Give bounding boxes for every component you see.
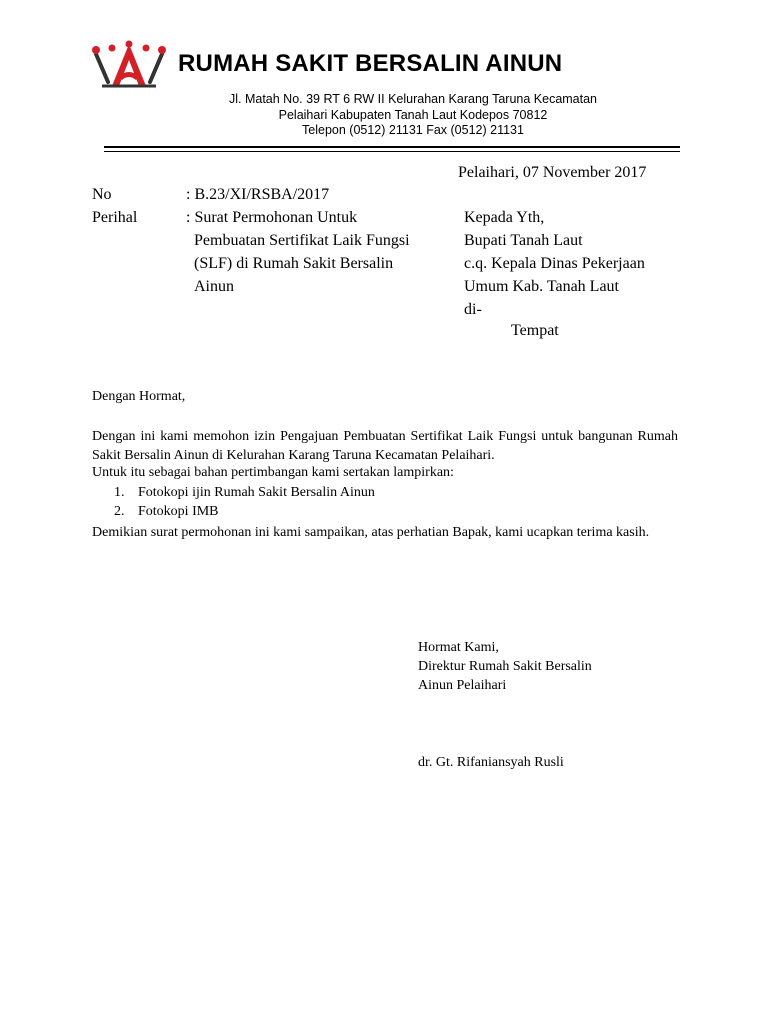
recipient-place: Tempat (511, 322, 559, 339)
signature-line: Ainun Pelaihari (418, 678, 507, 693)
no-label: No (92, 186, 112, 203)
recipient-line: Kepada Yth, (464, 209, 545, 226)
body-paragraph-2: Untuk itu sebagai bahan pertimbangan kami sertakan lampirkan: (92, 465, 454, 480)
recipient-line: di- (464, 301, 482, 318)
perihal-line: Ainun (194, 278, 234, 295)
perihal-line: (SLF) di Rumah Sakit Bersalin (194, 255, 394, 272)
address-line-2: Pelaihari Kabupaten Tanah Laut Kodepos 70812 (278, 108, 548, 122)
signature-line: Direktur Rumah Sakit Bersalin (418, 659, 592, 674)
address-line-3: Telepon (0512) 21131 Fax (0512) 21131 (302, 123, 524, 137)
recipient-line: Umum Kab. Tanah Laut (464, 278, 619, 295)
hospital-name: RUMAH SAKIT BERSALIN AINUN (178, 50, 563, 77)
perihal-line: Pembuatan Sertifikat Laik Fungsi (194, 232, 410, 249)
attachment-item: Fotokopi IMB (138, 504, 219, 519)
attachment-item: Fotokopi ijin Rumah Sakit Bersalin Ainun (138, 485, 375, 500)
no-value: : B.23/XI/RSBA/2017 (186, 186, 330, 203)
closing-paragraph: Demikian surat permohonan ini kami sampaikan, atas perhatian Bapak, kami ucapkan terima kasih. (92, 525, 650, 540)
signature-line: Hormat Kami, (418, 640, 499, 655)
recipient-line: Bupati Tanah Laut (464, 232, 583, 249)
hospital-logo (90, 40, 168, 90)
perihal-label: Perihal (92, 209, 138, 226)
body-paragraph-1: Dengan ini kami memohon izin Pengajuan Pembuatan Sertifikat Laik Fungsi untuk bangunan Rumah Sakit Bersalin Ainun di Kelurahan Karang Taruna Kecamatan Pelaihari. (92, 429, 678, 463)
letterhead-rule-thin (104, 151, 680, 152)
recipient-line: c.q. Kepala Dinas Pekerjaan (464, 255, 645, 272)
signatory-name: dr. Gt. Rifaniansyah Rusli (418, 755, 564, 770)
salutation: Dengan Hormat, (92, 389, 186, 404)
attachment-number: 2. (114, 504, 125, 519)
attachment-number: 1. (114, 485, 125, 500)
perihal-line: : Surat Permohonan Untuk (186, 209, 358, 226)
letter-date: Pelaihari, 07 November 2017 (458, 164, 647, 181)
letterhead-rule-thick (104, 146, 680, 148)
address-line-1: Jl. Matah No. 39 RT 6 RW II Kelurahan Karang Taruna Kecamatan (228, 92, 598, 106)
